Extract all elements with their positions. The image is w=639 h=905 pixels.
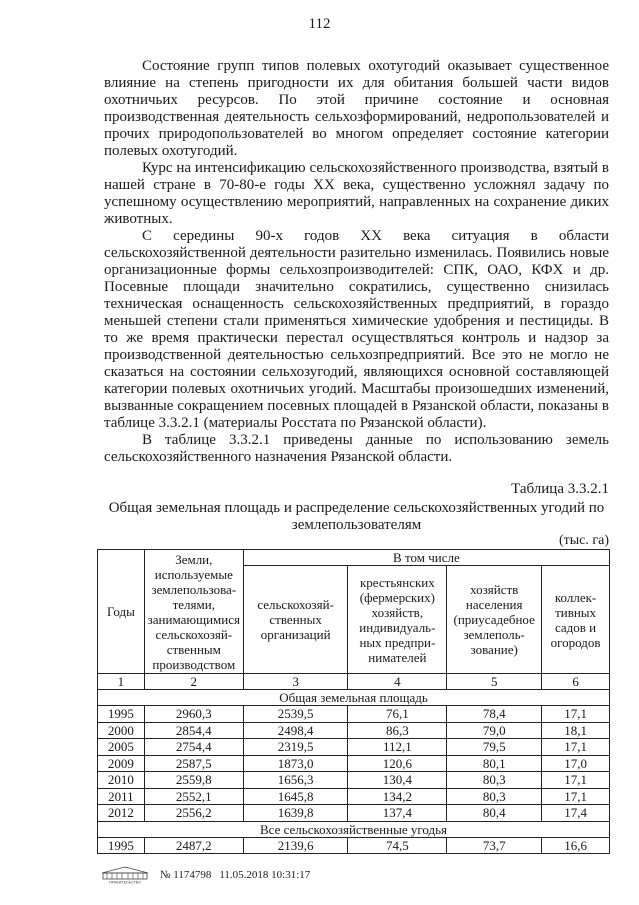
table-cell: 2010 (98, 772, 145, 789)
table-row (98, 706, 610, 723)
column-number: 5 (447, 674, 542, 690)
table-row (98, 805, 610, 822)
table-cell: 80,3 (447, 772, 542, 789)
body-text (104, 58, 609, 466)
table-cell: 2754,4 (144, 739, 243, 756)
table-cell: 134,2 (348, 788, 447, 805)
table-cell: 130,4 (348, 772, 447, 789)
table-cell: 86,3 (348, 722, 447, 739)
header-lands: Земли, используемые землепользова-телями, занимающимися сельскохозяй-ственным производством (144, 550, 243, 674)
table-row (98, 755, 610, 772)
paragraph: С середины 90-х годов XX века ситуация в области сельскохозяйственной деятельности разительно изменилась. Появились новые организационные формы сельхозпроизводителей: СПК, ОАО, КФХ и др. Посевные площади значительно сократились, существенно снизилась техническая оснащенность сельскохозяйственных предприятий, в гораздо меньшей степени стали применяться химические удобрения и пестициды. В то же время практически перестал осуществляться контроль и надзор за производственной деятельностью сельхозпредприятий. Все это не могло не сказаться на состоянии сельхозугодий, являющихся основной составляющей категории полевых охотничьих угодий. Масштабы произошедших изменений, вызванные сокращением посевных площадей в Рязанской области, показаны в таблице 3.3.2.1 (материалы Росстата по Рязанской области). (104, 228, 609, 431)
table-cell: 2587,5 (144, 755, 243, 772)
table-cell: 2559,8 (144, 772, 243, 789)
table-cell: 16,6 (542, 837, 610, 854)
table-cell: 2487,2 (144, 837, 243, 854)
table-cell: 17,1 (542, 772, 610, 789)
table-cell: 17,4 (542, 805, 610, 822)
header-years: Годы (98, 550, 145, 674)
table-label: Таблица 3.3.2.1 (511, 481, 609, 497)
table-cell: 2005 (98, 739, 145, 756)
table-cell: 2539,5 (243, 706, 348, 723)
table-cell: 120,6 (348, 755, 447, 772)
table-row (98, 772, 610, 789)
table-cell: 78,4 (447, 706, 542, 723)
section-title: Общая земельная площадь (98, 690, 610, 706)
paragraph: В таблице 3.3.2.1 приведены данные по использованию земель сельскохозяйственного назначения Рязанской области. (104, 432, 609, 465)
land-use-table (97, 549, 610, 854)
footer (98, 866, 310, 884)
table-cell: 1639,8 (243, 805, 348, 822)
table-row (98, 739, 610, 756)
column-number: 6 (542, 674, 610, 690)
table-cell: 2552,1 (144, 788, 243, 805)
table-body (98, 674, 610, 854)
header-including: В том числе (243, 550, 609, 566)
document-number: № 1174798 (160, 869, 212, 881)
column-number: 1 (98, 674, 145, 690)
paragraph: Курс на интенсификацию сельскохозяйственного производства, взятый в нашей стране в 70-80-е годы XX века, существенно усложнял задачу по успешному осуществлению мероприятий, направленных на сохранение диких животных. (104, 160, 609, 227)
table-cell: 2000 (98, 722, 145, 739)
column-number: 3 (243, 674, 348, 690)
table-cell: 2960,3 (144, 706, 243, 723)
table-cell: 74,5 (348, 837, 447, 854)
table-cell: 2009 (98, 755, 145, 772)
header-farms: крестьянских (фермерских) хозяйств, индивидуаль-ных предпри-нимателей (348, 566, 447, 674)
table-cell: 76,1 (348, 706, 447, 723)
table-cell: 2319,5 (243, 739, 348, 756)
table-cell: 112,1 (348, 739, 447, 756)
table-units: (тыс. га) (558, 533, 609, 548)
table-cell: 18,1 (542, 722, 610, 739)
table-row (98, 722, 610, 739)
table-title: Общая земельная площадь и распределение сельскохозяйственных угодий по землепользователям (108, 500, 605, 533)
table-cell: 17,1 (542, 788, 610, 805)
table-cell: 17,1 (542, 706, 610, 723)
table-cell: 79,5 (447, 739, 542, 756)
table-cell: 2556,2 (144, 805, 243, 822)
table-cell: 2012 (98, 805, 145, 822)
page-number: 112 (308, 16, 331, 32)
table-cell: 2139,6 (243, 837, 348, 854)
column-number: 4 (348, 674, 447, 690)
table-cell: 1645,8 (243, 788, 348, 805)
paragraph: Состояние групп типов полевых охотугодий оказывает существенное влияние на степень пригодности их для обитания большей части видов охотничьих ресурсов. По этой причине состояние и основная производственная деятельность сельхозформирований, недропользователей и прочих природопользователей во многом определяет состояние категории полевых охотугодий. (104, 58, 609, 159)
table-cell: 1656,3 (243, 772, 348, 789)
section-title: Все сельскохозяйственные угодья (98, 821, 610, 837)
table-cell: 80,3 (447, 788, 542, 805)
table-cell: 73,7 (447, 837, 542, 854)
table-cell: 17,0 (542, 755, 610, 772)
column-number: 2 (144, 674, 243, 690)
table-cell: 137,4 (348, 805, 447, 822)
table-cell: 1873,0 (243, 755, 348, 772)
table-cell: 80,4 (447, 805, 542, 822)
table-row (98, 788, 610, 805)
table-row (98, 837, 610, 854)
svg-text:ПРАВИТЕЛЬСТВО: ПРАВИТЕЛЬСТВО (108, 880, 142, 884)
government-stamp-icon (98, 866, 152, 884)
table-cell: 1995 (98, 837, 145, 854)
header-agri-orgs: сельскохозяй-ственных организаций (243, 566, 348, 674)
table-cell: 2011 (98, 788, 145, 805)
table-cell: 79,0 (447, 722, 542, 739)
table-cell: 1995 (98, 706, 145, 723)
table-cell: 2498,4 (243, 722, 348, 739)
table-cell: 2854,4 (144, 722, 243, 739)
table-cell: 17,1 (542, 739, 610, 756)
document-timestamp: 11.05.2018 10:31:17 (219, 869, 311, 881)
header-gardens: коллек-тивных садов и огородов (542, 566, 610, 674)
header-households: хозяйств населения (приусадебное землеполь-зование) (447, 566, 542, 674)
table-cell: 80,1 (447, 755, 542, 772)
